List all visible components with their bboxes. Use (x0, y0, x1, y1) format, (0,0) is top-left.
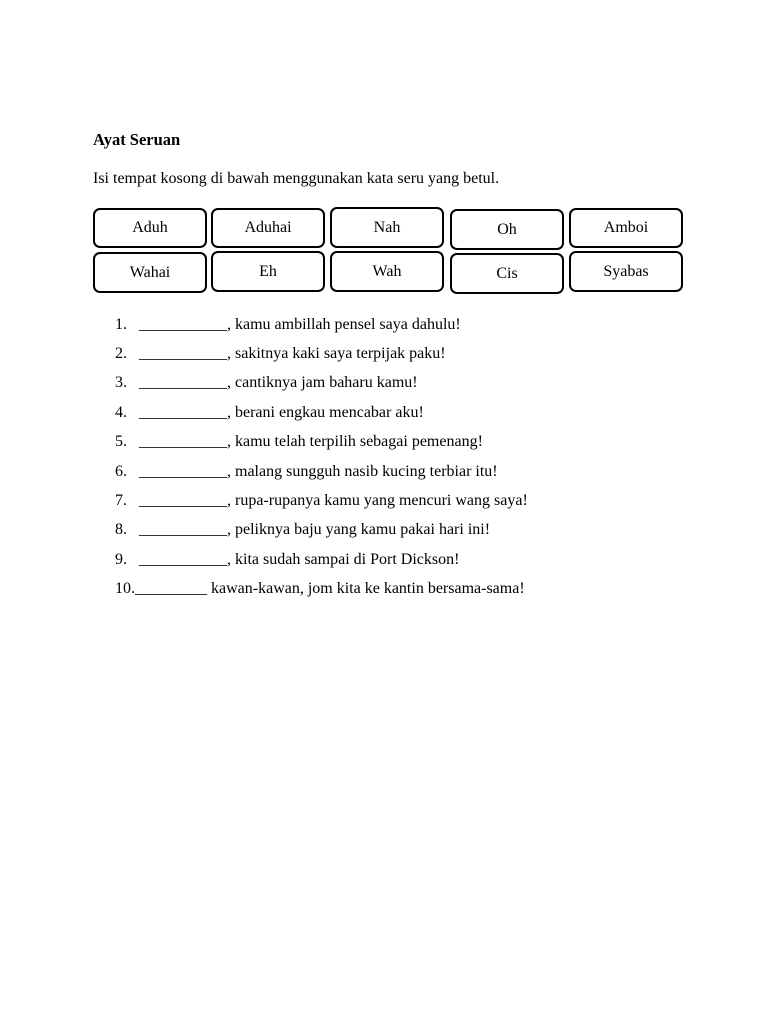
question-number: 6. (115, 463, 127, 480)
word-box-syabas: Syabas (569, 251, 683, 292)
question-item (115, 403, 424, 423)
question-number: 10. (115, 580, 135, 597)
question-item (115, 432, 483, 452)
question-number: 1. (115, 316, 127, 333)
question-number: 4. (115, 404, 127, 421)
page-title: Ayat Seruan (93, 130, 181, 149)
question-text: ___________, berani engkau mencabar aku! (139, 404, 424, 421)
question-text: ___________, kamu ambillah pensel saya dahulu! (139, 316, 461, 333)
word-box-wahai: Wahai (93, 252, 207, 293)
question-item (115, 491, 528, 511)
word-box-aduh: Aduh (93, 208, 207, 248)
word-box-aduhai: Aduhai (211, 208, 325, 248)
word-box-oh: Oh (450, 209, 564, 250)
question-item (115, 462, 498, 482)
question-number: 3. (115, 374, 127, 391)
question-item (115, 344, 446, 364)
question-text: ___________, rupa-rupanya kamu yang mencuri wang saya! (139, 492, 528, 509)
word-box-nah: Nah (330, 207, 444, 248)
question-number: 7. (115, 492, 127, 509)
question-item (115, 315, 461, 335)
question-number: 8. (115, 521, 127, 538)
question-text: ___________, kita sudah sampai di Port Dickson! (139, 551, 460, 568)
word-box-amboi: Amboi (569, 208, 683, 248)
question-text: ___________, kamu telah terpilih sebagai pemenang! (139, 433, 483, 450)
question-item (115, 520, 490, 540)
question-number: 5. (115, 433, 127, 450)
question-item (115, 373, 418, 393)
word-box-eh: Eh (211, 251, 325, 292)
question-text: _________ kawan-kawan, jom kita ke kantin bersama-sama! (135, 580, 525, 597)
question-text: ___________, cantiknya jam baharu kamu! (139, 374, 418, 391)
word-box-cis: Cis (450, 253, 564, 294)
question-number: 2. (115, 345, 127, 362)
question-text: ___________, peliknya baju yang kamu pakai hari ini! (139, 521, 491, 538)
question-number: 9. (115, 551, 127, 568)
question-item (115, 579, 525, 599)
question-item (115, 550, 459, 570)
instruction-text: Isi tempat kosong di bawah menggunakan kata seru yang betul. (93, 170, 500, 187)
question-text: ___________, malang sungguh nasib kucing terbiar itu! (139, 463, 498, 480)
word-box-wah: Wah (330, 251, 444, 292)
question-text: ___________, sakitnya kaki saya terpijak paku! (139, 345, 446, 362)
